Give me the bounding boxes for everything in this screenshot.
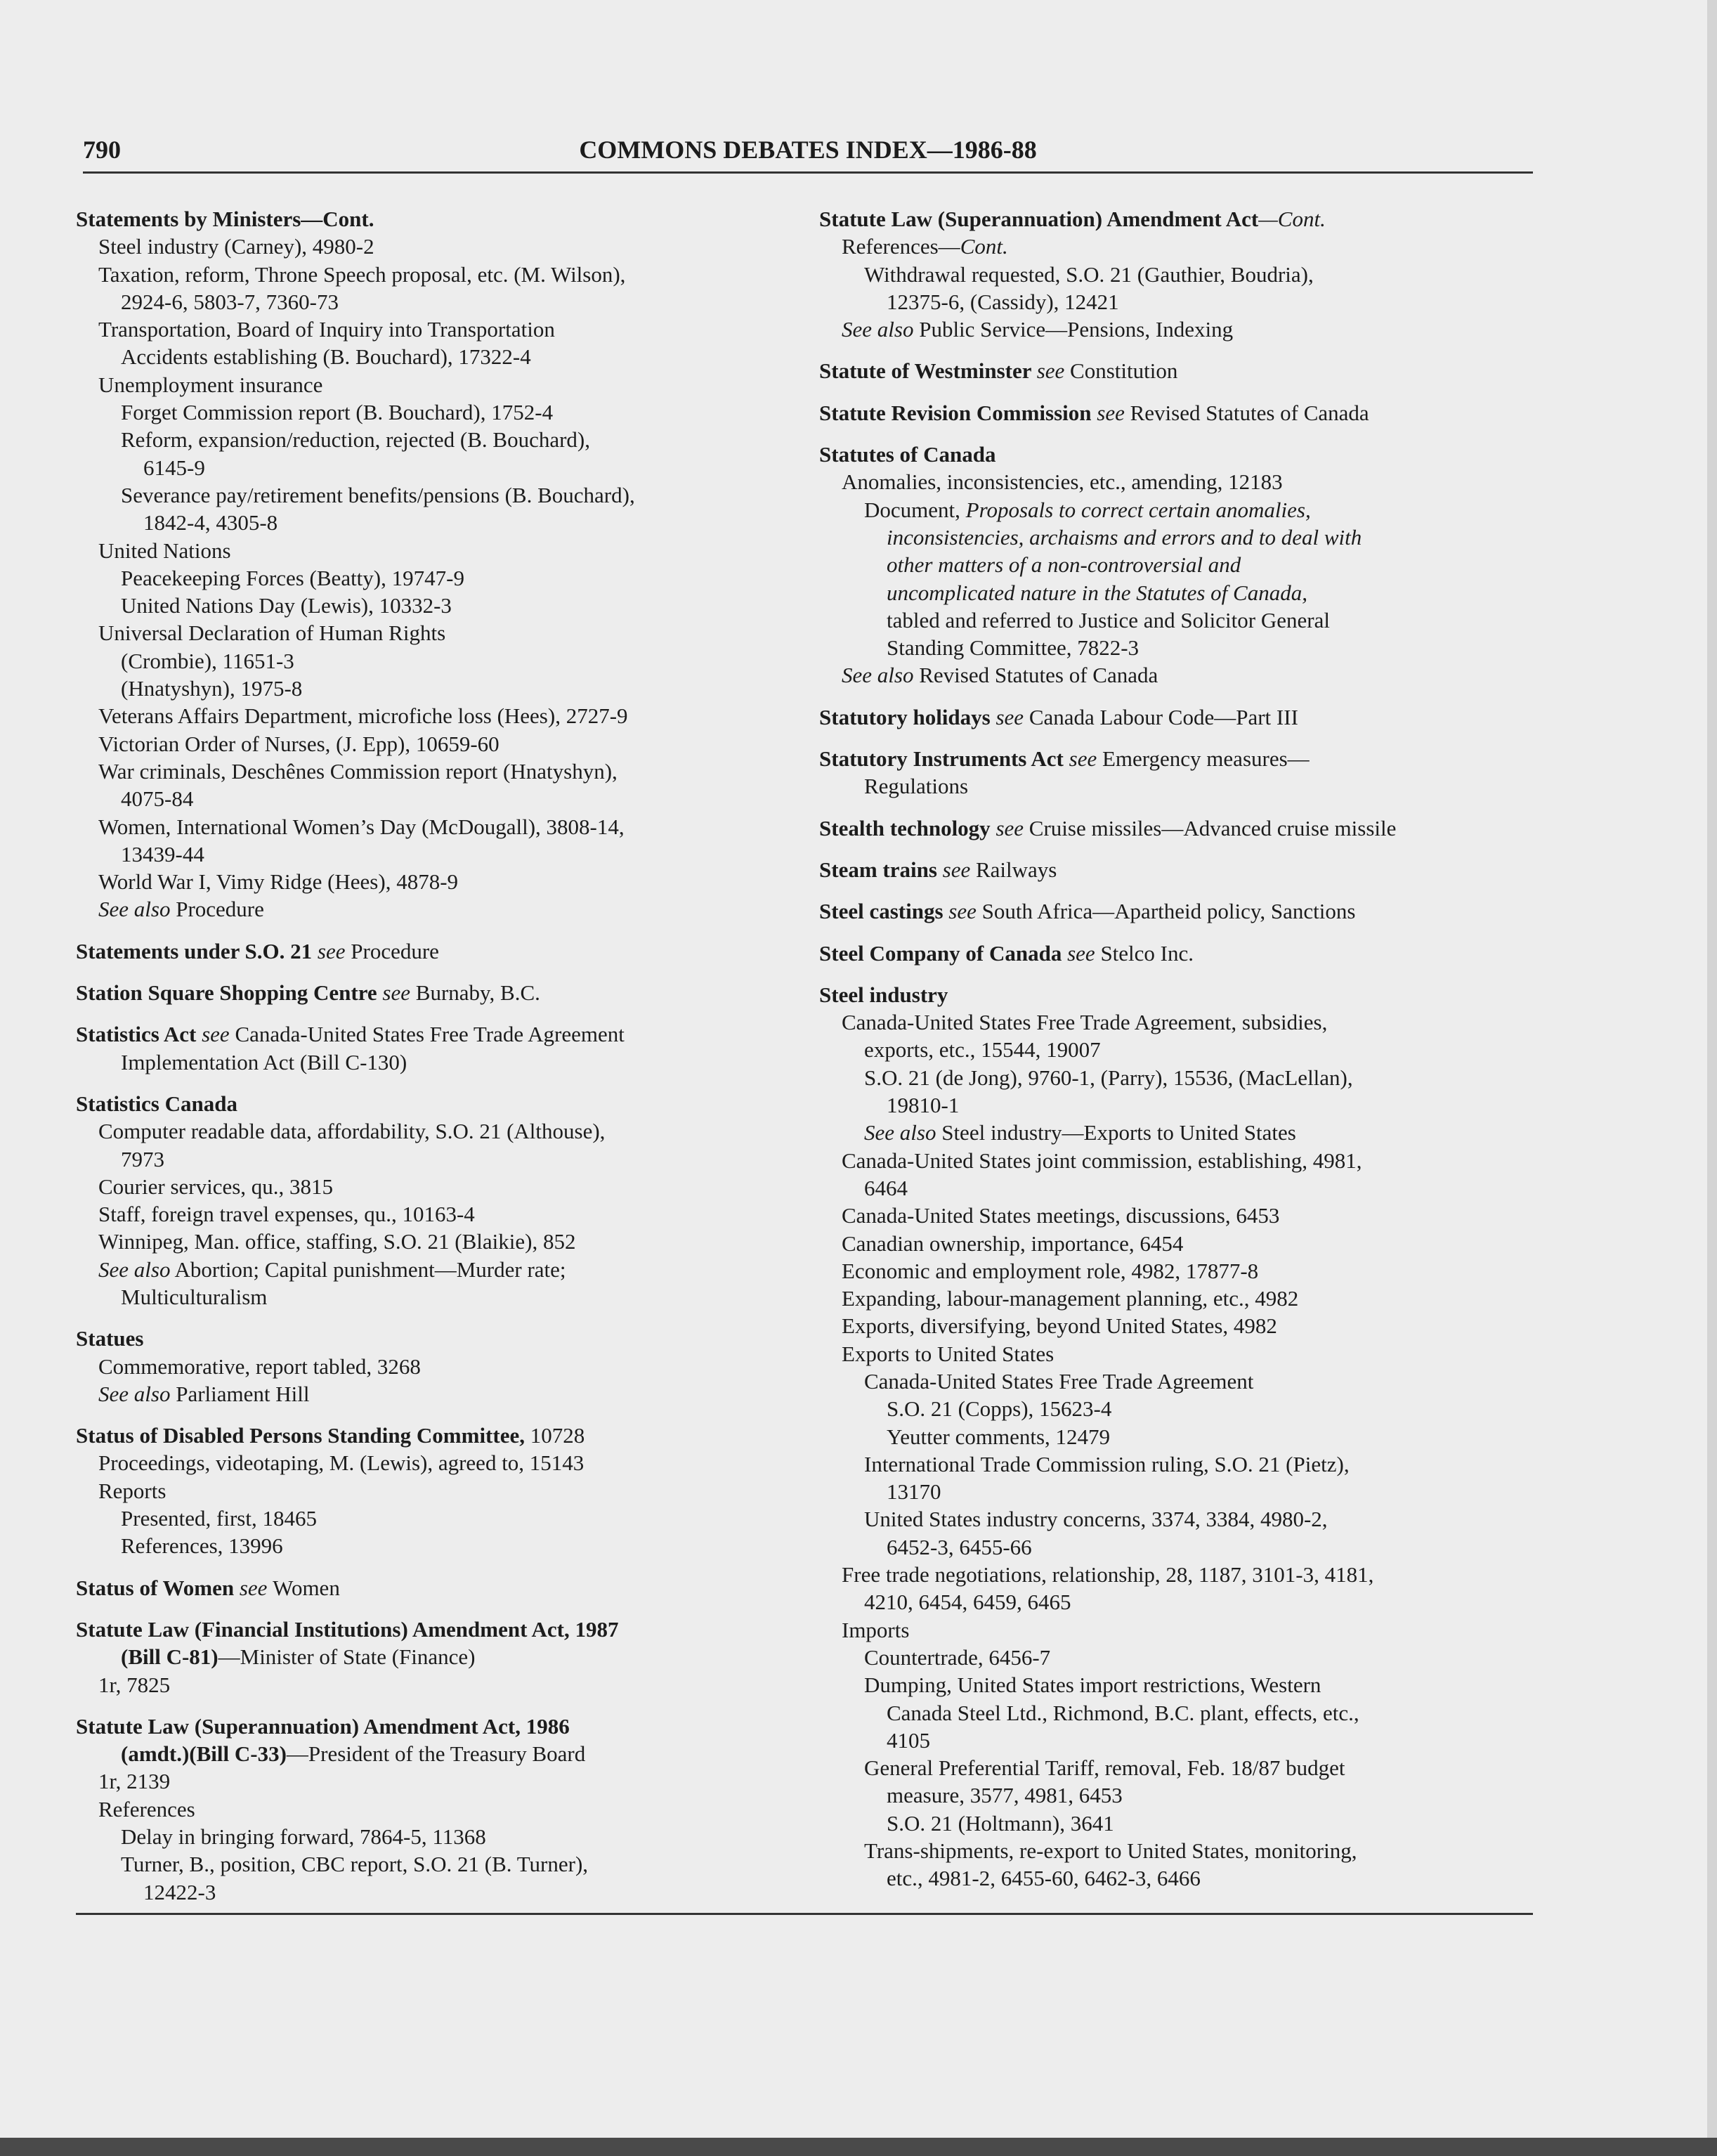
- index-subentry: References: [98, 1796, 195, 1821]
- index-subentry: References, 13996: [121, 1533, 283, 1559]
- index-continuation: 19810-1: [887, 1093, 960, 1118]
- index-subentry: Canada-United States meetings, discussions, 6453: [842, 1203, 1280, 1228]
- index-subentry: International Trade Commission ruling, S.O. 21 (Pietz),: [864, 1451, 1350, 1476]
- index-continuation: tabled and referred to Justice and Solicitor General: [887, 607, 1330, 632]
- see-also-reference: See also Public Service—Pensions, Indexing: [842, 317, 1234, 342]
- index-continuation: Implementation Act (Bill C-130): [121, 1049, 407, 1074]
- index-subentry: Canada-United States Free Trade Agreement, subsidies,: [842, 1010, 1328, 1035]
- index-heading: Statutory holidays see Canada Labour Code—Part III: [819, 704, 1298, 729]
- page-number: 790: [83, 136, 121, 164]
- index-continuation: 2924-6, 5803-7, 7360-73: [121, 289, 339, 314]
- index-heading: Steel industry: [819, 982, 948, 1007]
- index-subentry: Steel industry (Carney), 4980-2: [98, 234, 374, 259]
- index-heading: Statute Law (Financial Institutions) Amendment Act, 1987: [76, 1616, 619, 1642]
- index-continuation: Standing Committee, 7822-3: [887, 635, 1140, 661]
- index-heading: Statements under S.O. 21 see Procedure: [76, 938, 439, 963]
- index-subentry: Women, International Women’s Day (McDougall), 3808-14,: [98, 814, 625, 839]
- scan-edge-right: [1707, 0, 1717, 2156]
- index-heading: Statute Revision Commission see Revised Statutes of Canada: [819, 400, 1369, 425]
- index-continuation: Accidents establishing (B. Bouchard), 17322-4: [121, 344, 531, 370]
- index-continuation: Canada Steel Ltd., Richmond, B.C. plant, effects, etc.,: [887, 1700, 1359, 1725]
- index-subentry: Canada-United States Free Trade Agreement: [864, 1368, 1254, 1394]
- index-subentry: (Hnatyshyn), 1975-8: [121, 676, 303, 701]
- index-subentry: Transportation, Board of Inquiry into Transportation: [98, 317, 555, 342]
- index-continuation: 4210, 6454, 6459, 6465: [864, 1590, 1071, 1615]
- index-subentry: United Nations Day (Lewis), 10332-3: [121, 593, 452, 618]
- index-subentry: Presented, first, 18465: [121, 1506, 317, 1531]
- index-heading: Status of Disabled Persons Standing Committee, 10728: [76, 1423, 585, 1448]
- index-continuation: 4105: [887, 1727, 930, 1753]
- index-subentry: Computer readable data, affordability, S.O. 21 (Althouse),: [98, 1119, 606, 1144]
- index-subentry: References—Cont.: [842, 234, 1008, 259]
- index-subentry: (Crombie), 11651-3: [121, 648, 294, 673]
- index-continuation: 13439-44: [121, 841, 204, 866]
- index-subentry: Exports to United States: [842, 1341, 1055, 1366]
- index-continuation: Multiculturalism: [121, 1284, 268, 1309]
- index-subentry: World War I, Vimy Ridge (Hees), 4878-9: [98, 869, 459, 895]
- index-continuation: 12422-3: [143, 1879, 216, 1904]
- running-title: COMMONS DEBATES INDEX—1986-88: [579, 136, 1037, 164]
- index-subentry: Courier services, qu., 3815: [98, 1174, 334, 1199]
- index-subentry: Exports, diversifying, beyond United States, 4982: [842, 1313, 1277, 1339]
- index-subentry: Unemployment insurance: [98, 372, 323, 397]
- index-subentry: Free trade negotiations, relationship, 28, 1187, 3101-3, 4181,: [842, 1562, 1374, 1587]
- index-subentry: United Nations: [98, 538, 231, 563]
- index-subentry: General Preferential Tariff, removal, Feb. 18/87 budget: [864, 1755, 1345, 1781]
- scan-edge-bottom: [0, 2138, 1717, 2156]
- index-subentry: Reform, expansion/reduction, rejected (B. Bouchard),: [121, 427, 590, 453]
- index-subentry: Canadian ownership, importance, 6454: [842, 1230, 1184, 1256]
- index-continuation: exports, etc., 15544, 19007: [864, 1037, 1101, 1063]
- index-continuation: 13170: [887, 1479, 941, 1505]
- index-subentry: Staff, foreign travel expenses, qu., 10163-4: [98, 1202, 475, 1227]
- index-heading: Steel castings see South Africa—Apartheid policy, Sanctions: [819, 899, 1356, 924]
- index-subentry: Yeutter comments, 12479: [887, 1424, 1111, 1449]
- index-continuation: 12375-6, (Cassidy), 12421: [887, 289, 1119, 314]
- index-subentry: Taxation, reform, Throne Speech proposal, etc. (M. Wilson),: [98, 261, 626, 287]
- index-subentry: Forget Commission report (B. Bouchard), 1752-4: [121, 400, 554, 425]
- index-subentry: Dumping, United States import restrictions, Western: [864, 1673, 1321, 1698]
- index-continuation: 6145-9: [143, 455, 205, 480]
- index-heading: Statutes of Canada: [819, 442, 996, 467]
- index-continuation: 1842-4, 4305-8: [143, 510, 278, 535]
- index-continuation: measure, 3577, 4981, 6453: [887, 1783, 1123, 1808]
- index-subentry: 1r, 7825: [98, 1672, 171, 1697]
- index-subentry: Victorian Order of Nurses, (J. Epp), 10659-60: [98, 731, 500, 756]
- index-subentry: Proceedings, videotaping, M. (Lewis), agreed to, 15143: [98, 1450, 585, 1476]
- index-subentry: Countertrade, 6456-7: [864, 1644, 1051, 1670]
- see-also-reference: See also Steel industry—Exports to United States: [864, 1120, 1296, 1145]
- index-heading-continuation: (amdt.)(Bill C-33)—President of the Treasury Board: [121, 1741, 586, 1767]
- index-heading: Statute Law (Superannuation) Amendment Act—Cont.: [819, 207, 1326, 231]
- index-subentry: Universal Declaration of Human Rights: [98, 621, 446, 646]
- index-subentry: Document, Proposals to correct certain anomalies,: [864, 497, 1311, 522]
- index-heading: Statues: [76, 1326, 144, 1351]
- index-heading: Statements by Ministers—Cont.: [76, 207, 374, 231]
- index-subentry: Delay in bringing forward, 7864-5, 11368: [121, 1824, 486, 1850]
- index-continuation: other matters of a non-controversial and: [887, 552, 1241, 578]
- index-continuation: 7973: [121, 1146, 164, 1171]
- index-heading: Statutory Instruments Act see Emergency measures—: [819, 746, 1310, 772]
- index-subentry: Trans-shipments, re-export to United States, monitoring,: [864, 1838, 1357, 1864]
- index-subentry: Severance pay/retirement benefits/pensions (B. Bouchard),: [121, 482, 635, 507]
- index-subentry: Winnipeg, Man. office, staffing, S.O. 21 (Blaikie), 852: [98, 1229, 576, 1254]
- index-subentry: S.O. 21 (de Jong), 9760-1, (Parry), 15536, (MacLellan),: [864, 1065, 1353, 1090]
- index-subentry: United States industry concerns, 3374, 3384, 4980-2,: [864, 1507, 1328, 1532]
- index-heading: Statute Law (Superannuation) Amendment Act, 1986: [76, 1713, 570, 1739]
- index-subentry: Imports: [842, 1617, 910, 1642]
- index-continuation: uncomplicated nature in the Statutes of Canada,: [887, 580, 1307, 605]
- see-also-reference: See also Procedure: [98, 897, 264, 922]
- see-also-reference: See also Abortion; Capital punishment—Murder rate;: [98, 1256, 566, 1282]
- see-also-reference: See also Revised Statutes of Canada: [842, 663, 1158, 688]
- index-heading: Steel Company of Canada see Stelco Inc.: [819, 940, 1194, 966]
- footer-rule: [76, 1913, 1533, 1915]
- index-heading: Station Square Shopping Centre see Burnaby, B.C.: [76, 980, 540, 1006]
- index-subentry: 1r, 2139: [98, 1769, 171, 1794]
- index-subentry: Turner, B., position, CBC report, S.O. 21 (B. Turner),: [121, 1852, 589, 1877]
- running-header: [83, 132, 1533, 174]
- index-subentry: Expanding, labour-management planning, etc., 4982: [842, 1286, 1299, 1311]
- index-heading: Steam trains see Railways: [819, 857, 1057, 882]
- index-subentry: Withdrawal requested, S.O. 21 (Gauthier, Boudria),: [864, 261, 1314, 287]
- index-heading-continuation: (Bill C-81)—Minister of State (Finance): [121, 1644, 476, 1670]
- index-heading: Status of Women see Women: [76, 1575, 340, 1600]
- index-subentry: Peacekeeping Forces (Beatty), 19747-9: [121, 565, 464, 590]
- index-continuation: Regulations: [864, 774, 969, 799]
- index-subentry: Veterans Affairs Department, microfiche loss (Hees), 2727-9: [98, 703, 628, 729]
- see-also-reference: See also Parliament Hill: [98, 1381, 310, 1406]
- index-continuation: etc., 4981-2, 6455-60, 6462-3, 6466: [887, 1866, 1201, 1891]
- index-subentry: War criminals, Deschênes Commission report (Hnatyshyn),: [98, 758, 618, 784]
- index-subentry: Economic and employment role, 4982, 17877-8: [842, 1258, 1259, 1283]
- index-continuation: 6464: [864, 1175, 908, 1200]
- index-heading: Stealth technology see Cruise missiles—Advanced cruise missile: [819, 815, 1397, 840]
- index-continuation: 4075-84: [121, 786, 194, 812]
- index-column-left: [76, 205, 785, 1906]
- index-subentry: S.O. 21 (Holtmann), 3641: [887, 1810, 1114, 1836]
- index-subentry: S.O. 21 (Copps), 15623-4: [887, 1396, 1112, 1422]
- index-subentry: Reports: [98, 1478, 167, 1503]
- index-continuation: 6452-3, 6455-66: [887, 1534, 1032, 1559]
- index-subentry: Commemorative, report tabled, 3268: [98, 1353, 421, 1379]
- index-heading: Statistics Canada: [76, 1091, 237, 1116]
- index-continuation: inconsistencies, archaisms and errors and to deal with: [887, 524, 1362, 550]
- index-heading: Statistics Act see Canada-United States Free Trade Agreement: [76, 1022, 625, 1047]
- index-subentry: Anomalies, inconsistencies, etc., amending, 12183: [842, 469, 1283, 495]
- index-column-right: [819, 205, 1536, 1892]
- index-subentry: Canada-United States joint commission, establishing, 4981,: [842, 1148, 1362, 1173]
- index-heading: Statute of Westminster see Constitution: [819, 358, 1178, 384]
